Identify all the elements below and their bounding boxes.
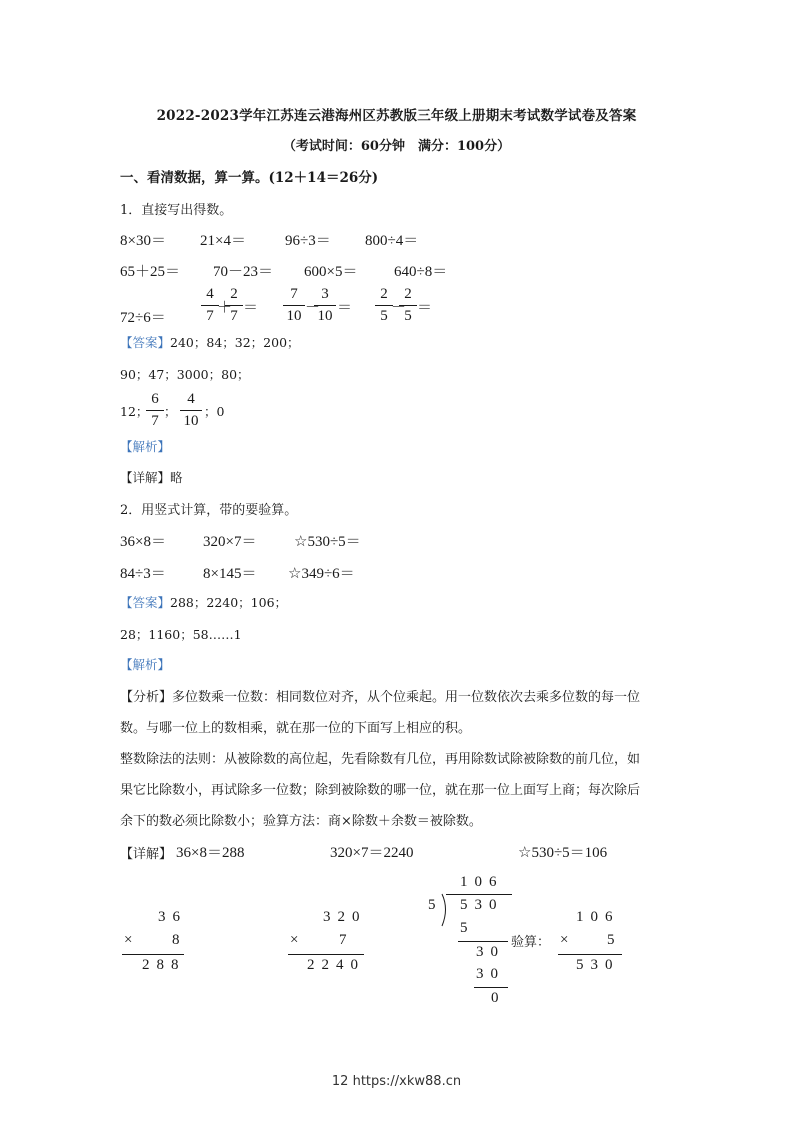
section-1-heading: 一、看清数据，算一算。(12＋14＝26分) [120,170,379,186]
vertical-top: 36 [158,909,187,925]
rule-line: 果它比除数小，再试除多一位数；除到被除数的哪一位，就在那一位上面写上商；每次除后 [120,783,641,798]
analysis-line [120,686,640,705]
analysis-label: 【分析】 [120,690,173,705]
q2-item: ☆349÷6＝ [288,566,355,582]
analysis-tag: 【解析】 [120,657,171,672]
q1-item: 72÷6＝ [120,310,166,326]
answer-text: 288；2240；106； [170,595,288,610]
division-step: 5 [460,920,475,936]
vertical-multiplier: 7 [339,932,354,948]
answer-line [120,593,287,611]
check-label: 验算： [511,935,551,950]
division-dividend: 530 [460,897,504,913]
vertical-operator: × [124,932,140,948]
q2-item: ☆530÷5＝ [294,534,361,550]
q1-item: 8×30＝ [120,233,166,249]
fraction: 2 7 [225,285,243,326]
detail-equation: 320×7＝2240 [330,845,414,861]
q1-item: 800÷4＝ [365,233,419,249]
equals: ＝ [243,300,259,316]
detail-line [120,468,183,486]
analysis-tag: 【解析】 [120,439,171,454]
rule-line: 余下的数必须比除数小；验算方法：商×除数＋余数＝被除数。 [120,814,482,829]
operator: ＋ [217,300,233,316]
page-footer: 12 https://xkw88.cn [331,1074,462,1089]
equals: ＝ [417,300,433,316]
check-result: 530 [576,957,620,973]
q2-label: 2．用竖式计算，带的要验算。 [120,503,298,518]
fraction: 7 10 [283,285,305,326]
fraction: 4 7 [201,285,219,326]
equals: ＝ [337,300,353,316]
division-bracket [440,893,450,927]
q1-item: 70－23＝ [213,264,274,280]
vertical-rule [122,954,184,955]
vertical-multiplier: 8 [172,932,187,948]
page-title: 2022-2023学年江苏连云港海州区苏教版三年级上册期末考试数学试卷及答案 [156,108,637,124]
detail-tag: 【详解】 [120,470,171,485]
q2-item: 8×145＝ [203,566,257,582]
separator: ； [164,404,177,419]
vertical-result: 2240 [307,957,365,973]
analysis-text: 多位数乘一位数：相同数位对齐，从个位乘起。用一位数依次去乘多位数的每一位 [172,690,641,705]
page-subtitle: （考试时间：60分钟 满分：100分） [282,139,511,154]
check-multiplier: 5 [607,932,622,948]
vertical-rule [288,954,364,955]
answer-tag: 【答案】 [120,335,171,350]
division-quotient: 106 [460,874,504,890]
vertical-operator: × [290,932,306,948]
answer-text: ；0 [204,404,225,419]
division-rule [474,987,508,988]
q1-item: 640÷8＝ [394,264,448,280]
fraction: 2 5 [399,285,417,326]
operator: － [305,300,321,316]
division-step: 30 [476,944,505,960]
q2-item: 320×7＝ [203,534,257,550]
answer-text: 240；84；32；200； [170,335,300,350]
q1-item: 96÷3＝ [285,233,331,249]
division-remainder: 0 [491,990,506,1006]
check-rule [558,954,622,955]
operator: － [391,300,407,316]
answer-line: 28；1160；58……1 [120,627,242,642]
detail-text: 略 [170,470,183,485]
vertical-top: 320 [323,909,367,925]
division-rule [458,941,508,942]
answer-line: 12； [120,404,149,419]
fraction: 3 10 [314,285,336,326]
answer-fraction: 6 7 [146,390,164,431]
answer-fraction: 4 10 [180,390,202,431]
answer-tag: 【答案】 [120,595,171,610]
check-top: 106 [576,909,620,925]
division-divisor: 5 [428,897,443,913]
check-operator: × [560,932,576,948]
q1-item: 65＋25＝ [120,264,181,280]
division-bar [446,894,512,895]
answer-line: 90；47；3000；80； [120,367,250,382]
detail-tag: 【详解】 [120,847,173,862]
q1-item: 21×4＝ [200,233,246,249]
q2-item: 36×8＝ [120,534,166,550]
analysis-line: 数。与哪一位上的数相乘，就在那一位的下面写上相应的积。 [120,721,472,736]
detail-equation: ☆530÷5＝106 [518,845,608,861]
q1-item: 600×5＝ [304,264,358,280]
fraction: 2 5 [375,285,393,326]
q2-item: 84÷3＝ [120,566,166,582]
vertical-result: 288 [142,957,186,973]
answer-line [120,333,300,351]
q1-label: 1．直接写出得数。 [120,203,233,218]
division-step: 30 [476,966,505,982]
rule-line: 整数除法的法则：从被除数的高位起，先看除数有几位，再用除数试除被除数的前几位，如 [120,752,641,767]
detail-equation: 36×8＝288 [176,845,245,861]
